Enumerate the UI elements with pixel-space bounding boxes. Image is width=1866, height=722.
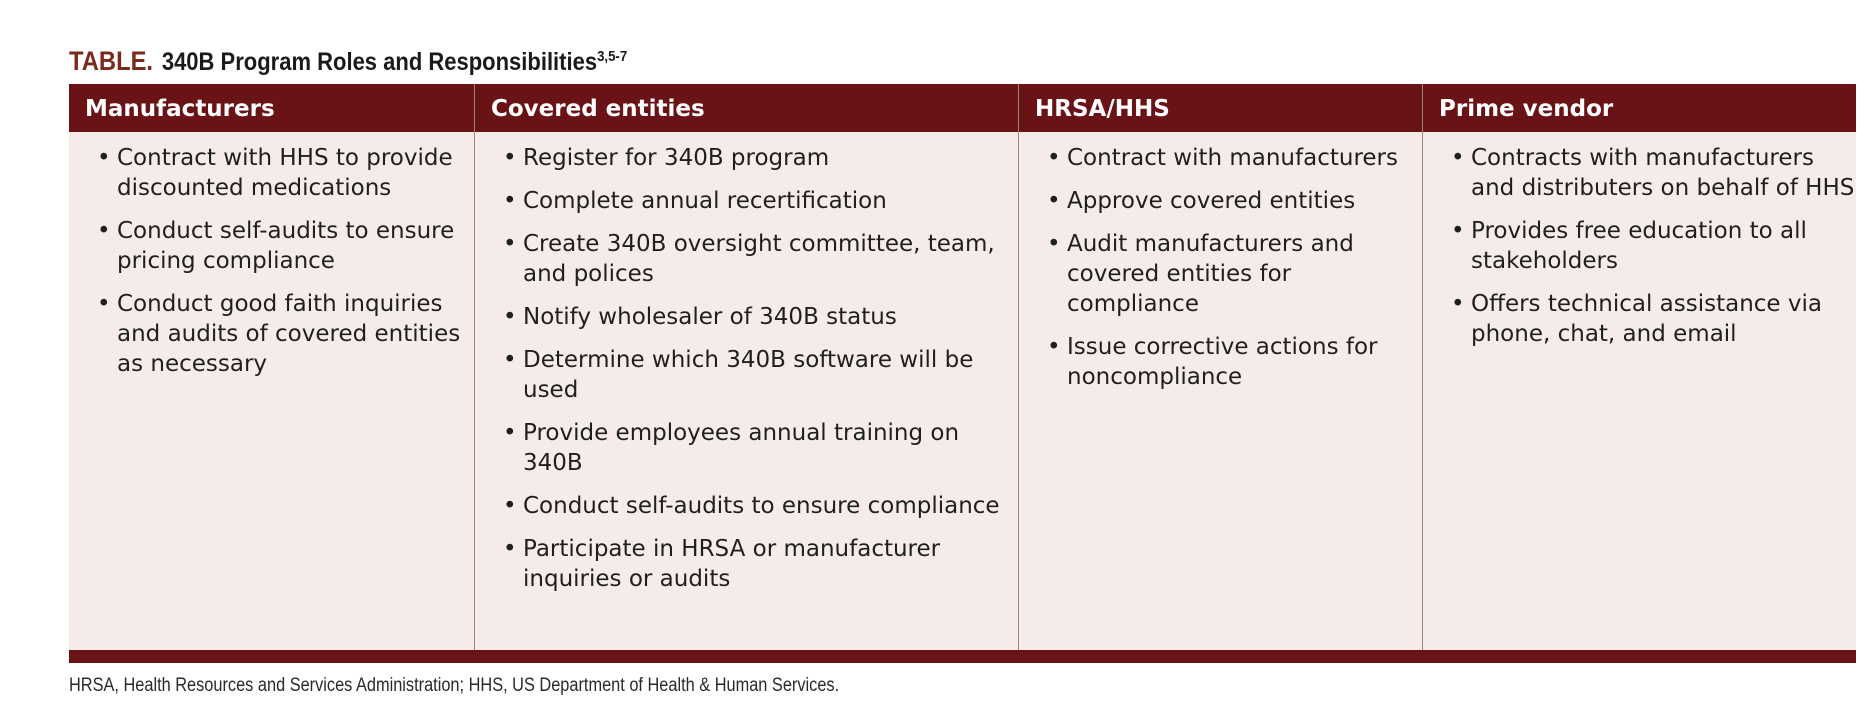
header-covered-entities: Covered entities xyxy=(491,96,705,122)
column-prime-vendor xyxy=(1423,132,1856,650)
header-prime-vendor: Prime vendor xyxy=(1439,96,1614,122)
list-item: • Complete annual recertification xyxy=(503,188,887,214)
list-item: • Issue corrective actions for noncompliance xyxy=(1047,334,1378,390)
list-item: • Conduct good faith inquiries and audits of covered entities as necessary xyxy=(97,291,461,377)
table-bottom-rule xyxy=(69,650,1856,663)
list-item: • Conduct self-audits to ensure compliance xyxy=(503,493,1000,519)
citation-superscript: 3,5-7 xyxy=(597,48,628,65)
hrsa-hhs-list xyxy=(1019,143,1409,392)
covered-entities-list xyxy=(475,143,1019,594)
list-item: • Contracts with manufacturers and distributers on behalf of HHS xyxy=(1451,145,1855,201)
column-covered-entities xyxy=(475,132,1019,650)
list-item: • Register for 340B program xyxy=(503,145,830,171)
list-item: • Participate in HRSA or manufacturer inquiries or audits xyxy=(503,536,941,592)
list-item: • Approve covered entities xyxy=(1047,188,1356,214)
table-label: TABLE. xyxy=(69,46,154,76)
list-item: • Contract with HHS to provide discounted medications xyxy=(97,145,453,201)
manufacturers-list xyxy=(69,143,467,379)
list-item: • Provides free education to all stakeholders xyxy=(1451,218,1807,274)
list-item: • Notify wholesaler of 340B status xyxy=(503,304,897,330)
prime-vendor-list xyxy=(1423,143,1856,349)
list-item: • Audit manufacturers and covered entities for compliance xyxy=(1047,231,1354,317)
table-caption xyxy=(69,46,627,77)
list-item: • Contract with manufacturers xyxy=(1047,145,1398,171)
list-item: • Offers technical assistance via phone, chat, and email xyxy=(1451,291,1822,347)
table-footnote: HRSA, Health Resources and Services Administration; HHS, US Department of Health & Human Services. xyxy=(69,675,840,696)
header-manufacturers: Manufacturers xyxy=(85,96,275,122)
list-item: • Provide employees annual training on 340B xyxy=(503,420,960,476)
list-item: • Conduct self-audits to ensure pricing compliance xyxy=(97,218,455,274)
column-hrsa-hhs xyxy=(1019,132,1409,650)
list-item: • Create 340B oversight committee, team, and polices xyxy=(503,231,995,287)
list-item: • Determine which 340B software will be used xyxy=(503,347,974,403)
header-hrsa-hhs: HRSA/HHS xyxy=(1035,96,1170,122)
roles-table xyxy=(69,84,1856,663)
table-header-row xyxy=(69,84,1856,132)
table-title: 340B Program Roles and Responsibilities xyxy=(161,48,598,76)
column-manufacturers xyxy=(69,132,467,650)
